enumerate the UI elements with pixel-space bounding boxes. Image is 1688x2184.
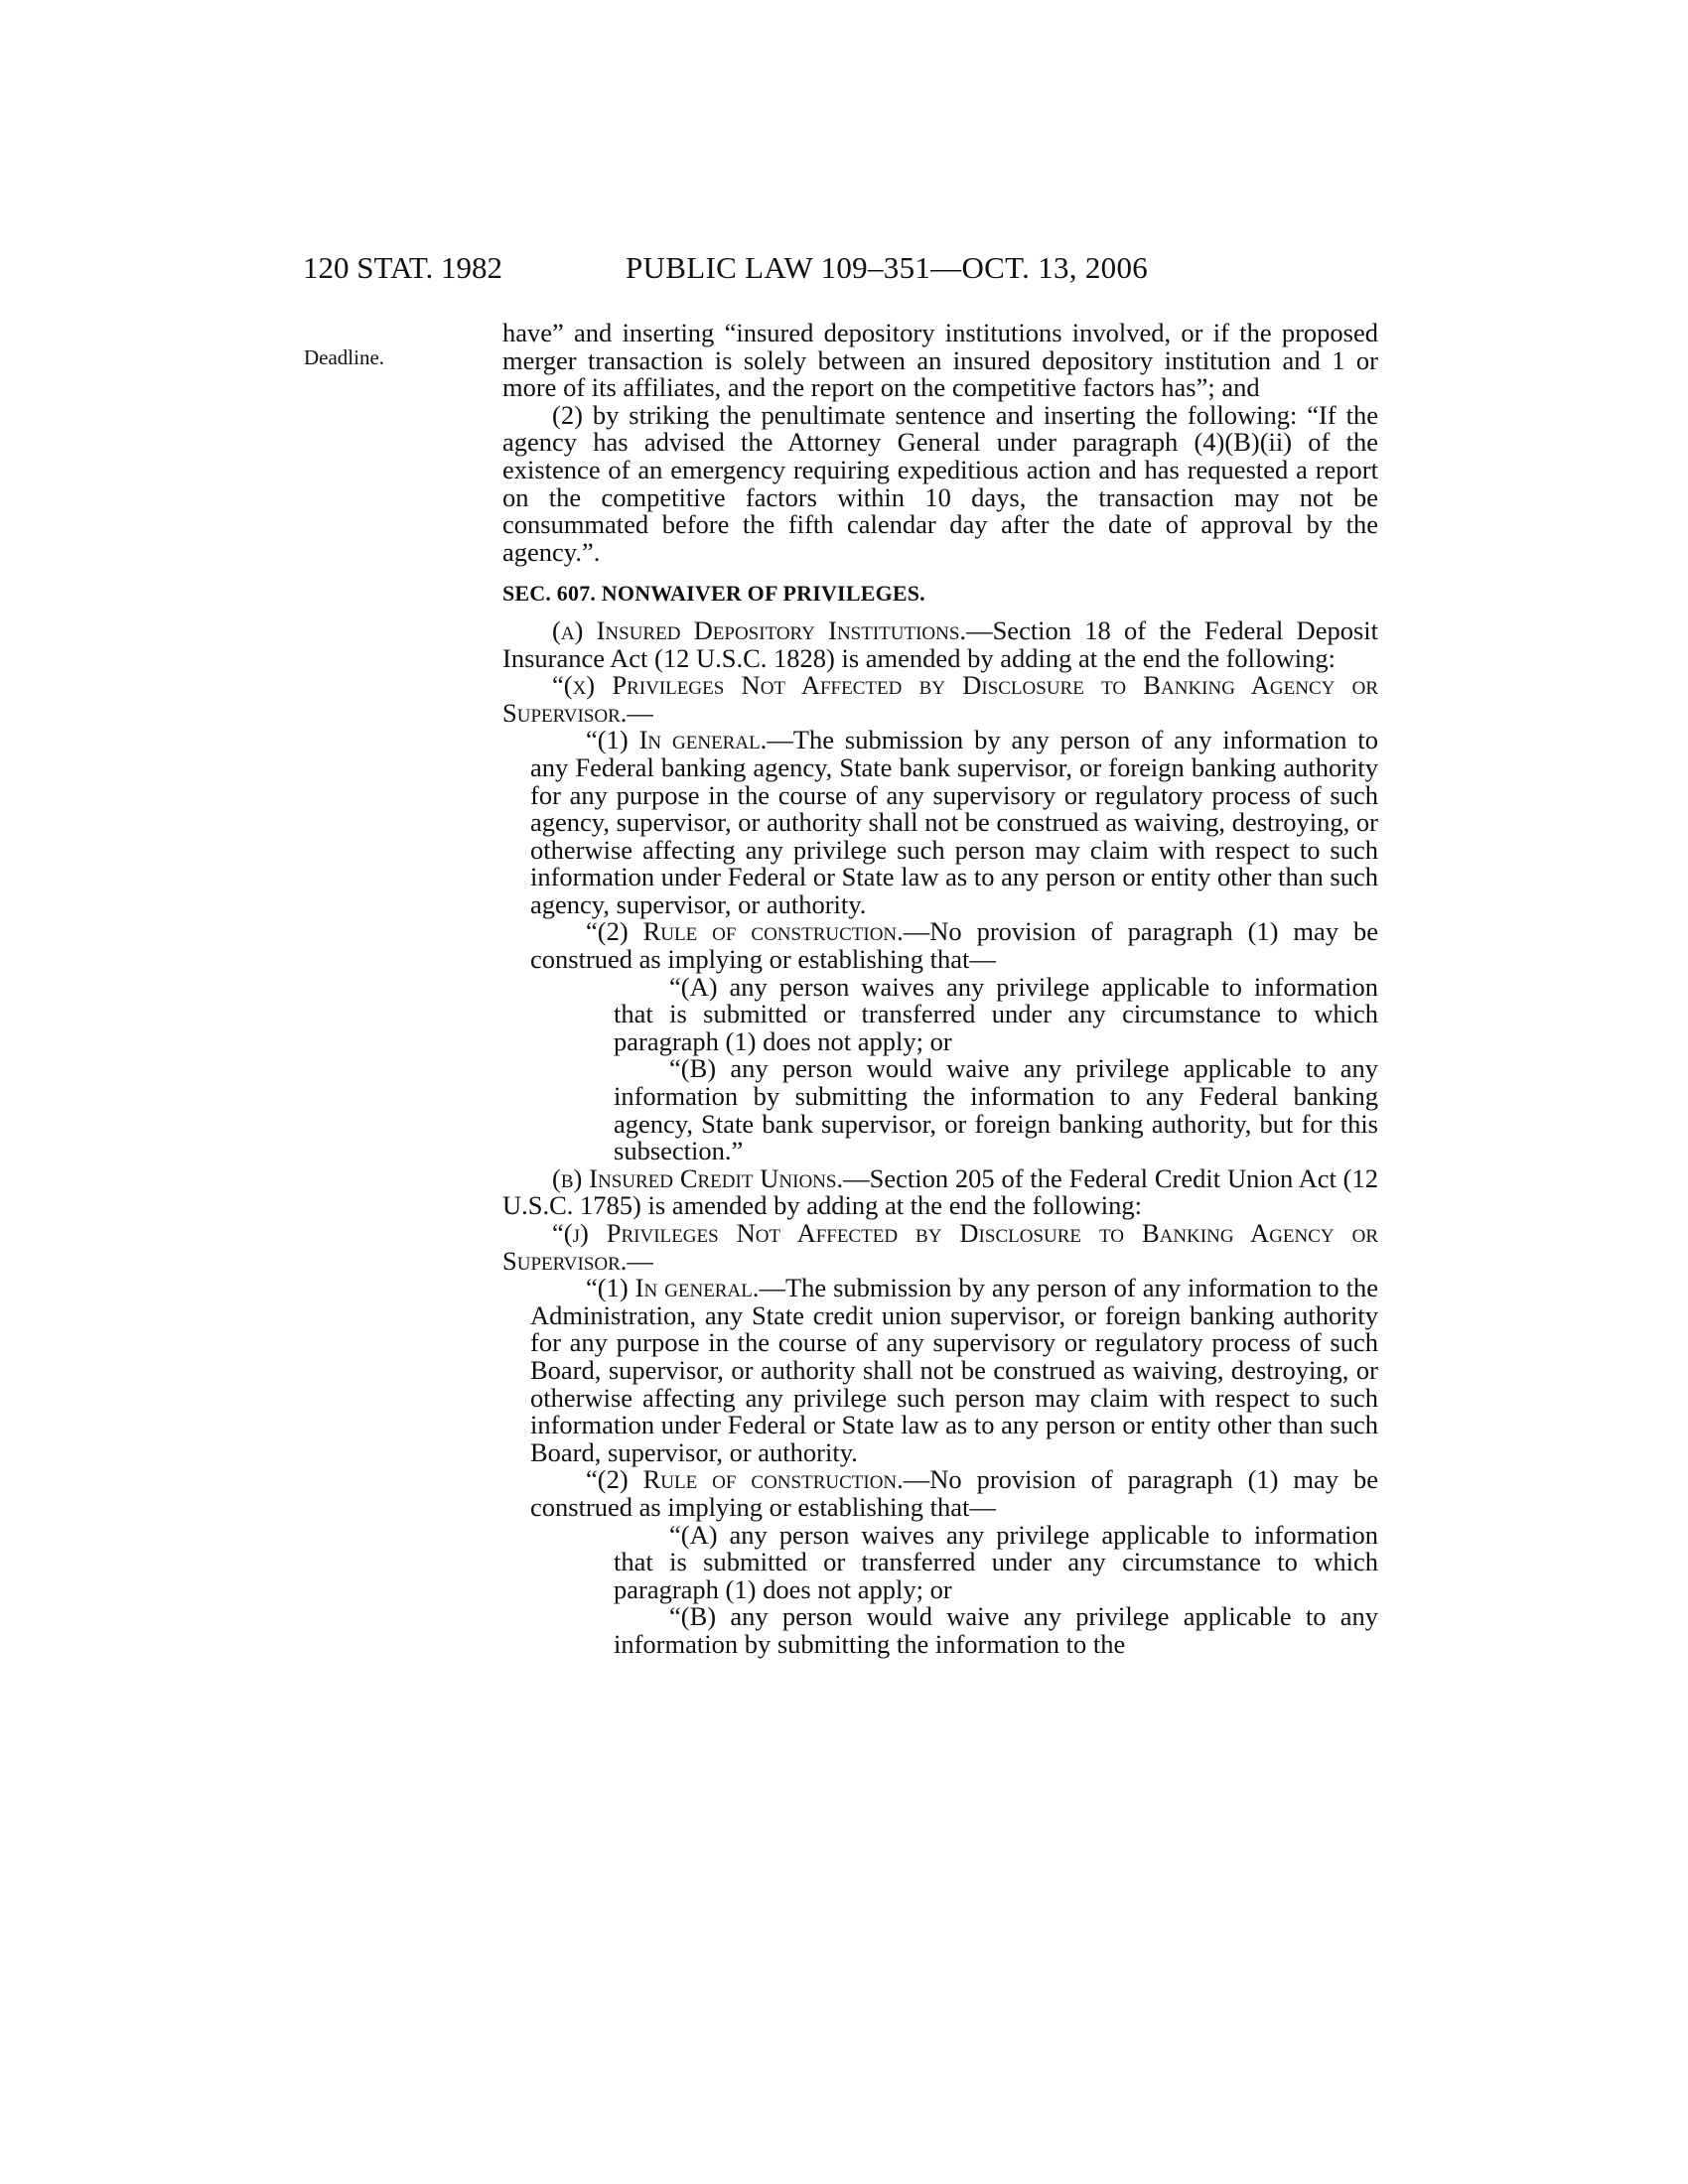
paragraph-x1-caption: “(1) In general. <box>586 725 768 755</box>
paragraph-j2 <box>502 1466 1378 1521</box>
paragraph-j2-caption: “(2) Rule of construction. <box>586 1464 904 1495</box>
subsection-x-heading <box>502 672 1378 727</box>
subsection-j-dash: — <box>627 1245 653 1276</box>
paragraph-continuation: have” and inserting “insured depository institutions involved, or if the proposed merger transaction is solely between an insured depository institution and 1 or more of its affiliates, and the report on the competitive factors has”; and <box>502 318 1378 403</box>
paragraph-j1 <box>502 1275 1378 1466</box>
paragraph-j2-text: —No provision of paragraph (1) may be construed as implying or establishing that— <box>530 1464 1378 1522</box>
public-law-title: PUBLIC LAW 109–351—OCT. 13, 2006 <box>626 250 1149 285</box>
margin-note-deadline: Deadline. <box>304 345 385 369</box>
subsection-j-heading <box>502 1220 1378 1275</box>
section-heading: SEC. 607. NONWAIVER OF PRIVILEGES. <box>502 581 925 607</box>
subsection-b-caption: (b) Insured Credit Unions. <box>552 1162 844 1193</box>
running-header <box>0 250 1688 290</box>
subsection-a-text: —Section 18 of the Federal Deposit Insurance Act (12 U.S.C. 1828) is amended by adding at the end the following: <box>502 614 1378 673</box>
subsection-a <box>502 614 1378 673</box>
subsection-b <box>502 1162 1378 1221</box>
document-body <box>502 320 1378 1659</box>
paragraph-x1 <box>502 727 1378 918</box>
paragraph-j1-caption: “(1) In general. <box>586 1273 760 1303</box>
paragraph-x2 <box>502 918 1378 973</box>
paragraph-x2-text: —No provision of paragraph (1) may be construed as implying or establishing that— <box>530 916 1378 975</box>
subparagraph-jB: “(B) any person would waive any privilege applicable to any information by submitting the information to the <box>614 1601 1378 1659</box>
subsection-x-caption: “(x) Privileges Not Affected by Disclosure to Banking Agency or Supervisor. <box>502 670 1378 728</box>
statute-citation: 120 STAT. 1982 <box>303 250 503 285</box>
subsection-x-dash: — <box>627 697 653 728</box>
subparagraph-jA: “(A) any person waives any privilege applicable to information that is submitted or transferred under any circumstance to which paragraph (1) does not apply; or <box>614 1519 1378 1604</box>
subsection-a-caption: (a) Insured Depository Institutions. <box>552 614 967 645</box>
subsection-b-text: —Section 205 of the Federal Credit Union Act (12 U.S.C. 1785) is amended by adding at the end the following: <box>502 1162 1378 1221</box>
subparagraph-xA: “(A) any person waives any privilege applicable to information that is submitted or transferred under any circumstance to which paragraph (1) does not apply; or <box>614 971 1378 1056</box>
paragraph-j1-text: —The submission by any person of any information to the Administration, any State credit union supervisor, or foreign banking authority for any purpose in the course of any supervisory or regulatory process of such Board, supervisor, or authority shall not be construed as waiving, destroying, or otherwise affecting any privilege such person may claim with respect to such information under Federal or State law as to any person or entity other than such Board, supervisor, or authority. <box>530 1273 1378 1467</box>
paragraph-2: (2) by striking the penultimate sentence and inserting the following: “If the agency has advised the Attorney General under paragraph (4)(B)(ii) of the existence of an emergency requiring expeditious action and has requested a report on the competitive factors within 10 days, the transaction may not be consummated before the fifth calendar day after the date of approval by the agency.”. <box>502 399 1378 567</box>
subsection-j-caption: “(j) Privileges Not Affected by Disclosure to Banking Agency or Supervisor. <box>502 1218 1378 1276</box>
paragraph-x1-text: —The submission by any person of any information to any Federal banking agency, State bank supervisor, or foreign banking authority for any purpose in the course of any supervisory or regulatory process of such agency, supervisor, or authority shall not be construed as waiving, destroying, or otherwise affecting any privilege such person may claim with respect to such information under Federal or State law as to any person or entity other than such agency, supervisor, or authority. <box>530 725 1378 919</box>
paragraph-x2-caption: “(2) Rule of construction. <box>586 916 904 947</box>
subparagraph-xB: “(B) any person would waive any privilege applicable to any information by submitting the information to any Federal banking agency, State bank supervisor, or foreign banking authority, but for this subsection.” <box>614 1053 1378 1166</box>
